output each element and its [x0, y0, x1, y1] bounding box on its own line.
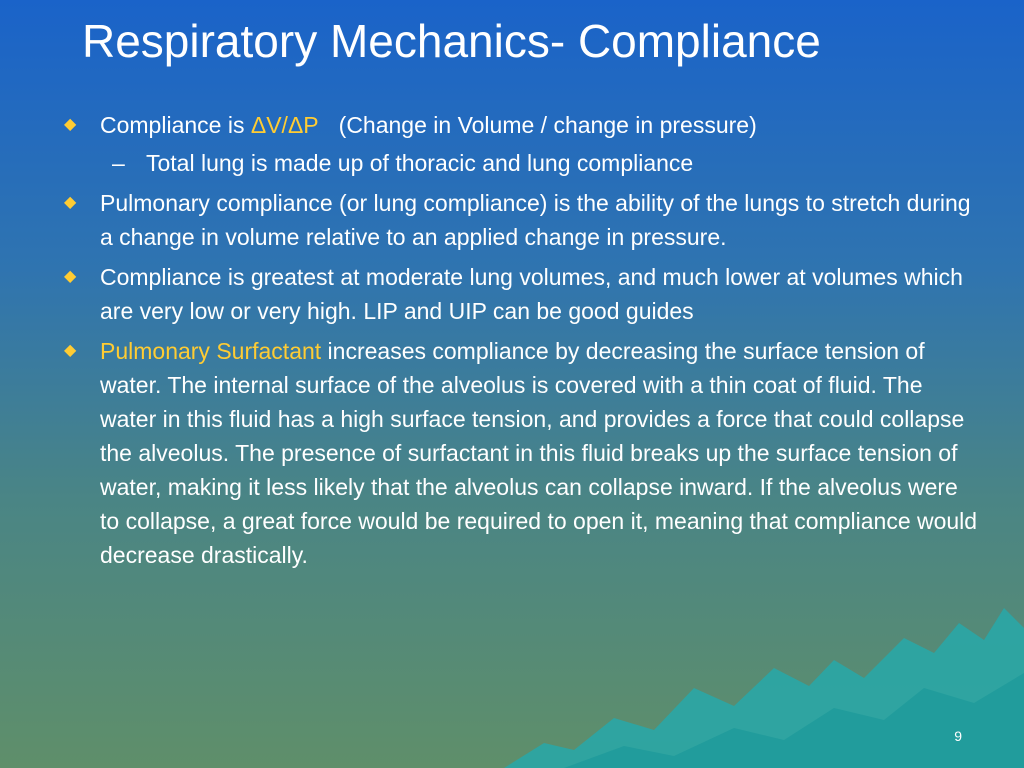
bullet-compliance-volumes: [62, 260, 982, 328]
diamond-bullet-icon: ◆: [64, 342, 77, 359]
slide-content: [62, 108, 982, 578]
bullet-text: Compliance is greatest at moderate lung volumes, and much lower at volumes which are very low or very high. LIP and UIP can be good guides: [100, 264, 963, 324]
diamond-bullet-icon: ◆: [64, 116, 77, 133]
diamond-bullet-icon: ◆: [64, 268, 77, 285]
surfactant-highlight: Pulmonary Surfactant: [100, 338, 322, 364]
sub-bullet-text: Total lung is made up of thoracic and lung compliance: [146, 150, 694, 176]
bullet-surfactant: [62, 334, 982, 572]
bullet-prefix: Compliance is: [100, 112, 251, 138]
bullet-pulmonary-compliance: [62, 186, 982, 254]
diamond-bullet-icon: ◆: [64, 194, 77, 211]
bullet-suffix: (Change in Volume / change in pressure): [338, 112, 757, 138]
bullet-compliance-formula: [62, 108, 982, 142]
bullet-text: increases compliance by decreasing the surface tension of water. The internal surface of the alveolus is covered with a thin coat of fluid. The water in this fluid has a high surface tension, and provides a force that could collapse the alveolus. The presence of surfactant in this fluid breaks up the surface tension of water, making it less likely that the alveolus can collapse inward. If the alveolus were to collapse, a great force would be required to open it, meaning that compliance would decrease drastically.: [100, 338, 978, 568]
mountain-decoration: [504, 568, 1024, 768]
compliance-formula: ΔV/ΔP: [250, 112, 319, 138]
bullet-text: Pulmonary compliance (or lung compliance) is the ability of the lungs to stretch during a change in volume relative to an applied change in pressure.: [100, 190, 971, 250]
slide-title: Respiratory Mechanics- Compliance: [82, 15, 821, 67]
slide-number: 9: [954, 728, 962, 744]
sub-bullet-total-lung: [62, 146, 982, 180]
dash-bullet-icon: –: [112, 150, 125, 176]
